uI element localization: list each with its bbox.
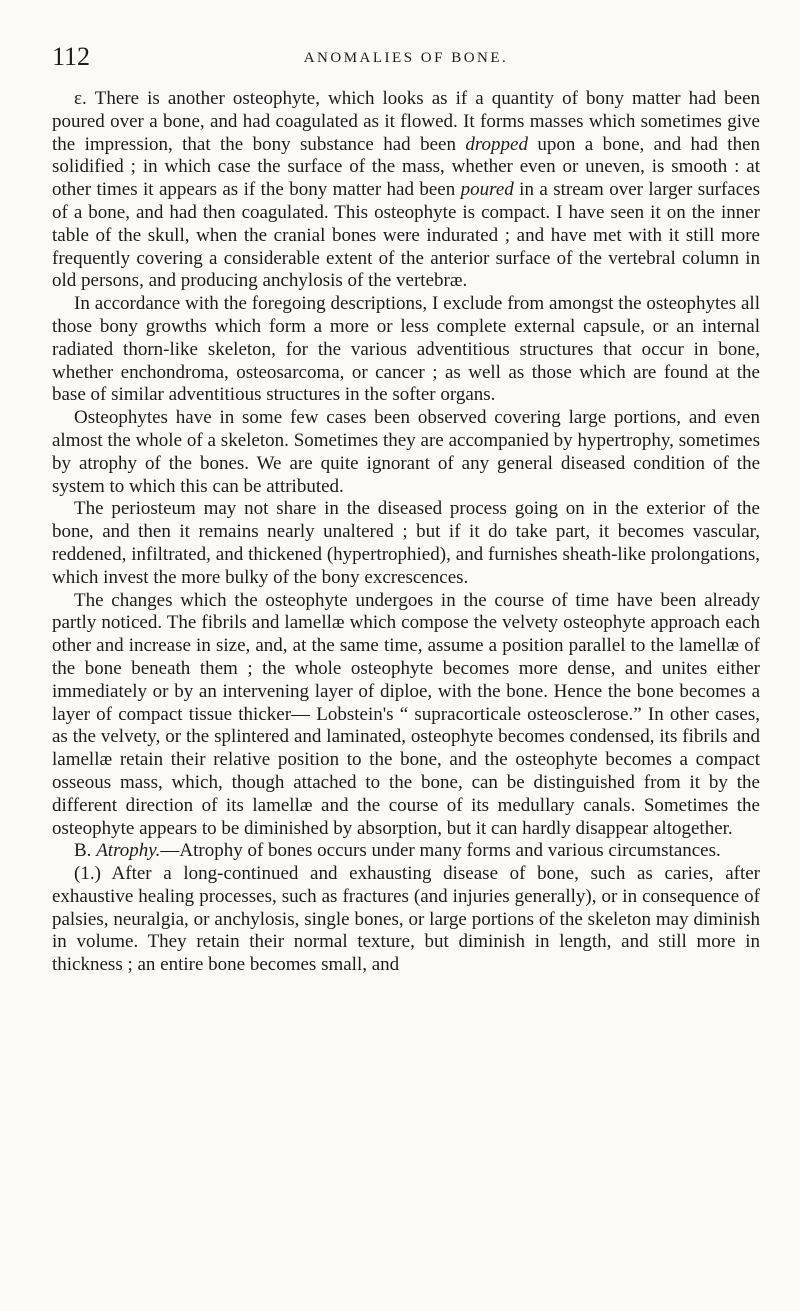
- paragraph-skeleton-coverage: Osteophytes have in some few cases been observed covering large portions, and even almost the whole of a skeleton. Sometimes they are accompanied by hypertrophy, sometimes by atrophy of the bones. We are quite ignorant of any general diseased condition of the system to which this can be attributed.: [52, 407, 760, 497]
- paragraph-periosteum: The periosteum may not share in the diseased process going on in the exterior of the bone, and then it remains nearly unaltered ; but if it do take part, it becomes vascular, reddened, infiltrated, and thickened (hypertrophied), and furnishes sheath-like prolongations, which invest the more bulky of the bony excrescences.: [52, 498, 760, 588]
- paragraph-atrophy-causes: (1.) After a long-continued and exhausting disease of bone, such as caries, after exhaustive healing processes, such as fractures (and injuries generally), or in consequence of palsies, neuralgia, or anchylosis, single bones, or large portions of the skeleton may diminish in volume. They retain their normal texture, but diminish in length, and still more in thickness ; an entire bone becomes small, and: [52, 863, 760, 976]
- text-run: in a stream over larger surfaces of a bone, and had then coagulated. This osteophyte is compact. I have seen it on the inner table of the skull, when the cranial bones were indurated ; and have met with it still more frequently covering a considerable extent of the anterior surface of the vertebral column in old persons, and producing anchylosis of the vertebræ.: [52, 179, 760, 292]
- body-text: [52, 88, 760, 977]
- paragraph-exclusions: In accordance with the foregoing descriptions, I exclude from amongst the osteophytes all those bony growths which form a more or less complete external capsule, or an internal radiated thorn-like skeleton, for the various adventitious structures that occur in bone, whether enchondroma, osteosarcoma, or cancer ; as well as those which are found at the base of similar adventitious structures in the softer organs.: [52, 293, 760, 406]
- paragraph-atrophy-heading: [52, 840, 760, 863]
- section-marker: B.: [74, 840, 92, 862]
- text-run: —Atrophy of bones occurs under many forms and various circumstances.: [160, 840, 721, 862]
- running-title: ANOMALIES OF BONE.: [303, 50, 509, 66]
- section-title-atrophy: Atrophy.: [96, 840, 161, 862]
- italic-term-dropped: dropped: [465, 133, 528, 155]
- page-header: [52, 40, 760, 74]
- text-run: ε. There is another osteophyte, which looks as if a quantity of bony matter had been poured over a bone, and had coagulated as it flowed. It forms masses which sometimes give the impression, that the bony substance had been: [52, 88, 760, 155]
- paragraph-osteophyte-poured: [52, 88, 760, 293]
- paragraph-osteophyte-changes: The changes which the osteophyte undergoes in the course of time have been already partly noticed. The fibrils and lamellæ which compose the velvety osteophyte approach each other and increase in size, and, at the same time, assume a position parallel to the lamellæ of the bone beneath them ; the whole osteophyte becomes more dense, and unites either immediately or by an intervening layer of diploe, with the bone. Hence the bone becomes a layer of compact tissue thicker— Lobstein's “ supracorticale osteosclerose.” In other cases, as the velvety, or the splintered and laminated, osteophyte becomes condensed, its fibrils and lamellæ retain their relative position to the bone, and the osteophyte becomes a compact osseous mass, which, though attached to the bone, can be distinguished from it by the different direction of its lamellæ and the course of its medullary canals. Sometimes the osteophyte appears to be diminished by absorption, but it can hardly disappear altogether.: [52, 589, 760, 839]
- page-number: 112: [52, 42, 91, 71]
- italic-term-poured: poured: [460, 179, 514, 201]
- text-run: upon a bone, and had then solidified ; in which case the surface of the mass, whether even or uneven, is smooth : at other times it appears as if the bony matter had been: [52, 133, 761, 201]
